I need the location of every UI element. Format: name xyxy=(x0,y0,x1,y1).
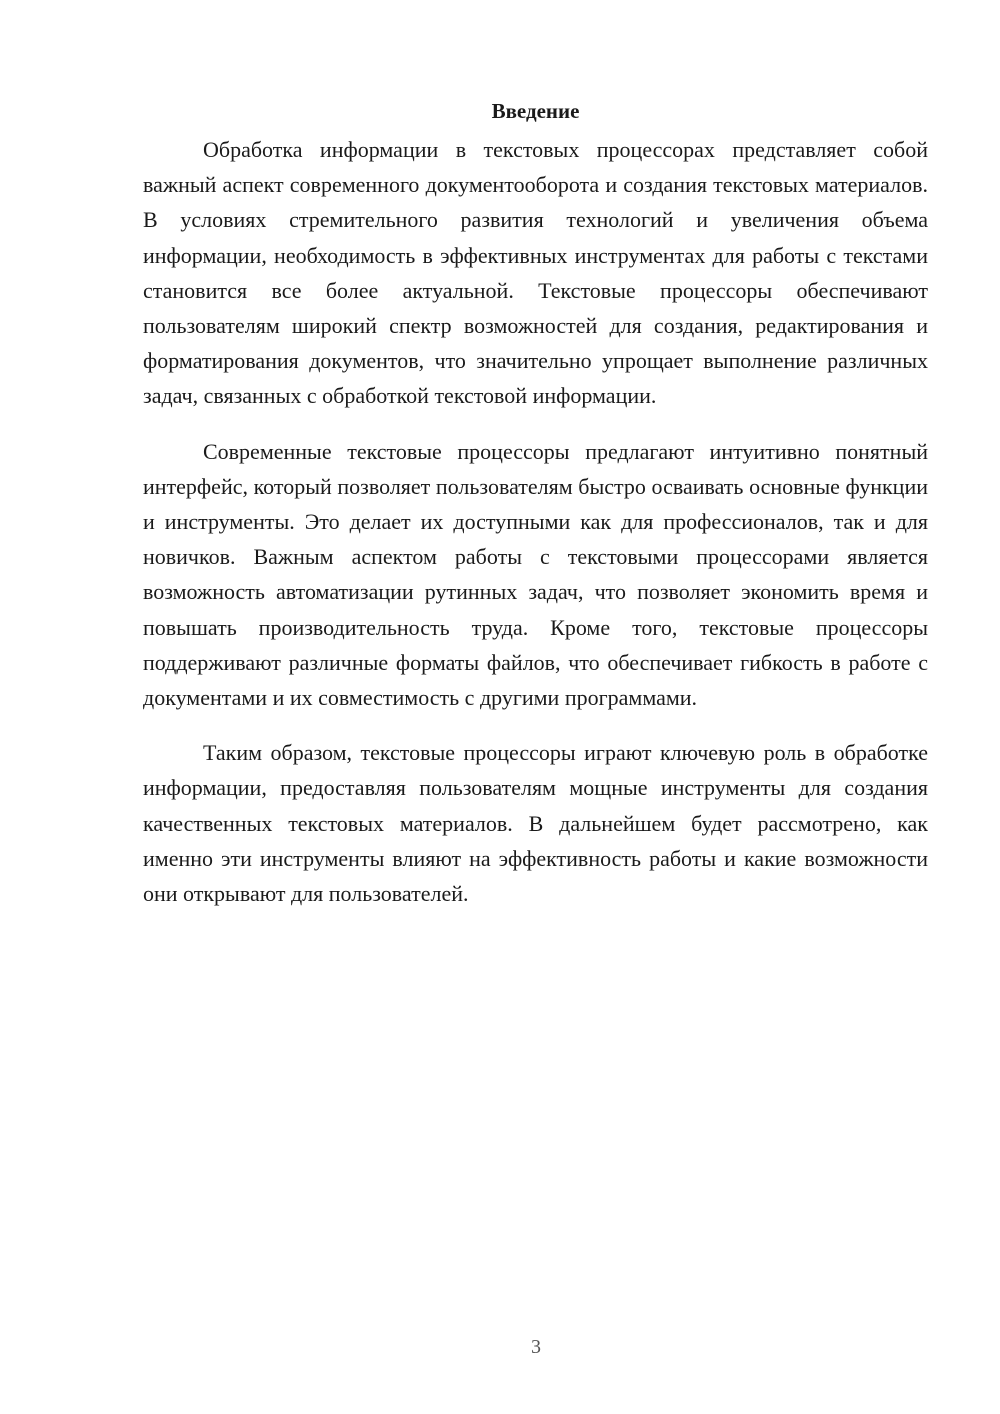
page-number: 3 xyxy=(531,1336,541,1358)
paragraph-2: Современные текстовые процессоры предлагают интуитивно понятный интерфейс, который позволяет пользователям быстро осваивать основные функции и инструменты. Это делает их доступными как для профессионалов, так и для новичков. Важным аспектом работы с текстовыми процессорами является возможность автоматизации рутинных задач, что позволяет экономить время и повышать производительность труда. Кроме того, текстовые процессоры поддерживают различные форматы файлов, что обеспечивает гибкость в работе с документами и их совместимость с другими программами. xyxy=(143,438,928,711)
section-heading: Введение xyxy=(491,99,580,123)
paragraph-1: Обработка информации в текстовых процессорах представляет собой важный аспект современного документооборота и создания текстовых материалов. В условиях стремительного развития технологий и увеличения объема информации, необходимость в эффективных инструментах для работы с текстами становится все более актуальной. Текстовые процессоры обеспечивают пользователям широкий спектр возможностей для создания, редактирования и форматирования документов, что значительно упрощает выполнение различных задач, связанных с обработкой текстовой информации. xyxy=(143,137,928,409)
page-content xyxy=(143,92,928,931)
paragraph-3: Таким образом, текстовые процессоры играют ключевую роль в обработке информации, предоставляя пользователям мощные инструменты для создания качественных текстовых материалов. В дальнейшем будет рассмотрено, как именно эти инструменты влияют на эффективность работы и какие возможности они открывают для пользователей. xyxy=(143,740,928,907)
